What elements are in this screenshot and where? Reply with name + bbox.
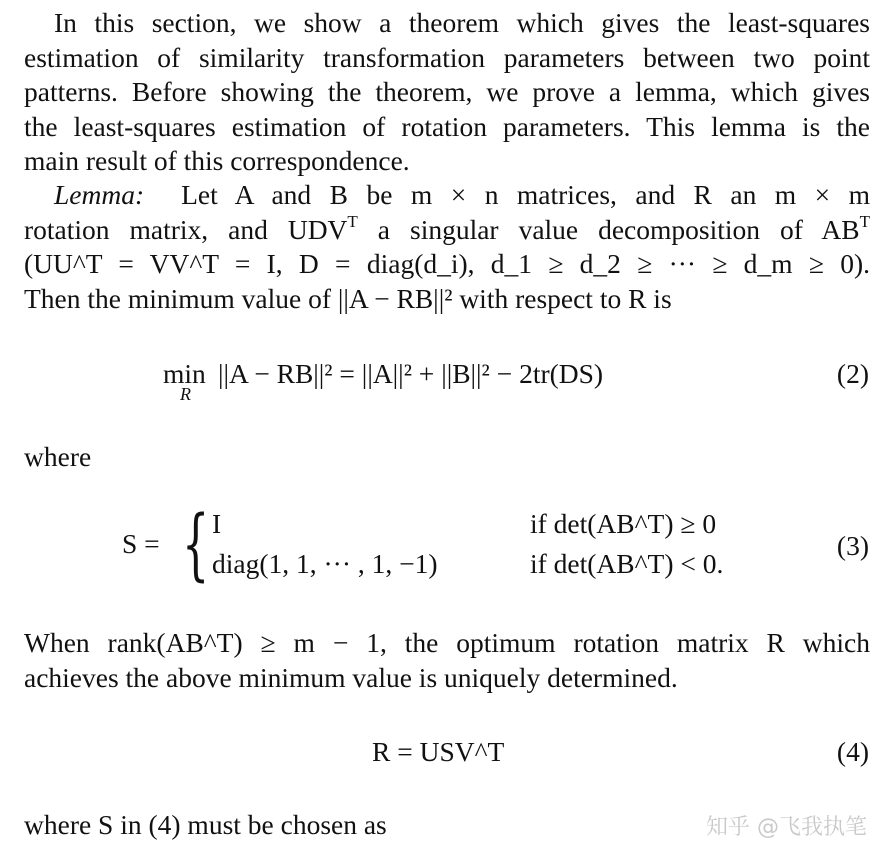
eq2-body: ||A − RB||² = ||A||² + ||B||² − 2tr(DS): [218, 358, 604, 389]
intro-line: In this section, we show a theorem which gives the least-squares: [54, 7, 870, 38]
equation-3: [0, 500, 891, 590]
eq3-case1-value: I: [212, 508, 222, 539]
where-text-1: [24, 440, 870, 475]
lemma-line-4: Then the minimum value of ||A − RB||² with respect to R is: [24, 282, 672, 314]
intro-line: main result of this correspondence.: [24, 145, 410, 176]
where-line: where: [24, 441, 92, 472]
lemma-line-1-text: Let A and B be m × n matrices, and R an m × m: [181, 179, 870, 210]
when-line-1: When rank(AB^T) ≥ m − 1, the optimum rotation matrix R which: [24, 627, 870, 658]
eq3-case1-cond: if det(AB^T) ≥ 0: [530, 508, 717, 539]
when-line-2: achieves the above minimum value is uniquely determined.: [24, 661, 678, 693]
transpose-sup: T: [347, 211, 358, 231]
lemma-line-2: [24, 213, 870, 248]
lemma-line-2-rest: a singular value decomposition of AB: [357, 213, 860, 245]
intro-line: the least-squares estimation of rotation parameters. This lemma is the: [24, 110, 870, 142]
eq4-number: (4): [836, 736, 869, 767]
eq3-case2-cond: if det(AB^T) < 0.: [530, 548, 724, 579]
lemma-paragraph: [24, 178, 870, 316]
where-s-line: where S in (4) must be chosen as: [24, 809, 387, 840]
eq3-number: (3): [836, 530, 869, 561]
watermark: 知乎 @飞我执笔: [706, 815, 867, 840]
intro-line: patterns. Before showing the theorem, we prove a lemma, which gives: [24, 76, 870, 107]
eq2-number: (2): [836, 358, 869, 389]
intro-line: estimation of similarity transformation parameters between two point: [24, 41, 870, 73]
transpose-sup: T: [859, 211, 870, 231]
lemma-label: Lemma:: [54, 179, 145, 210]
lemma-line-3: (UU^T = VV^T = I, D = diag(d_i), d_1 ≥ d_2 ≥ ··· ≥ d_m ≥ 0).: [24, 248, 870, 279]
eq4-body: R = USV^T: [372, 736, 505, 767]
lemma-line-1: [24, 178, 870, 213]
eq3-case2-value: diag(1, 1, ··· , 1, −1): [212, 548, 438, 579]
when-paragraph: [24, 626, 870, 695]
intro-paragraph: [24, 6, 870, 179]
eq2-min-sub: R: [180, 384, 191, 404]
lemma-line-2-text: rotation matrix, and UDV: [24, 213, 348, 245]
left-brace: {: [182, 500, 210, 590]
eq2-min: min: [163, 358, 206, 389]
eq3-lhs: S =: [122, 528, 160, 559]
